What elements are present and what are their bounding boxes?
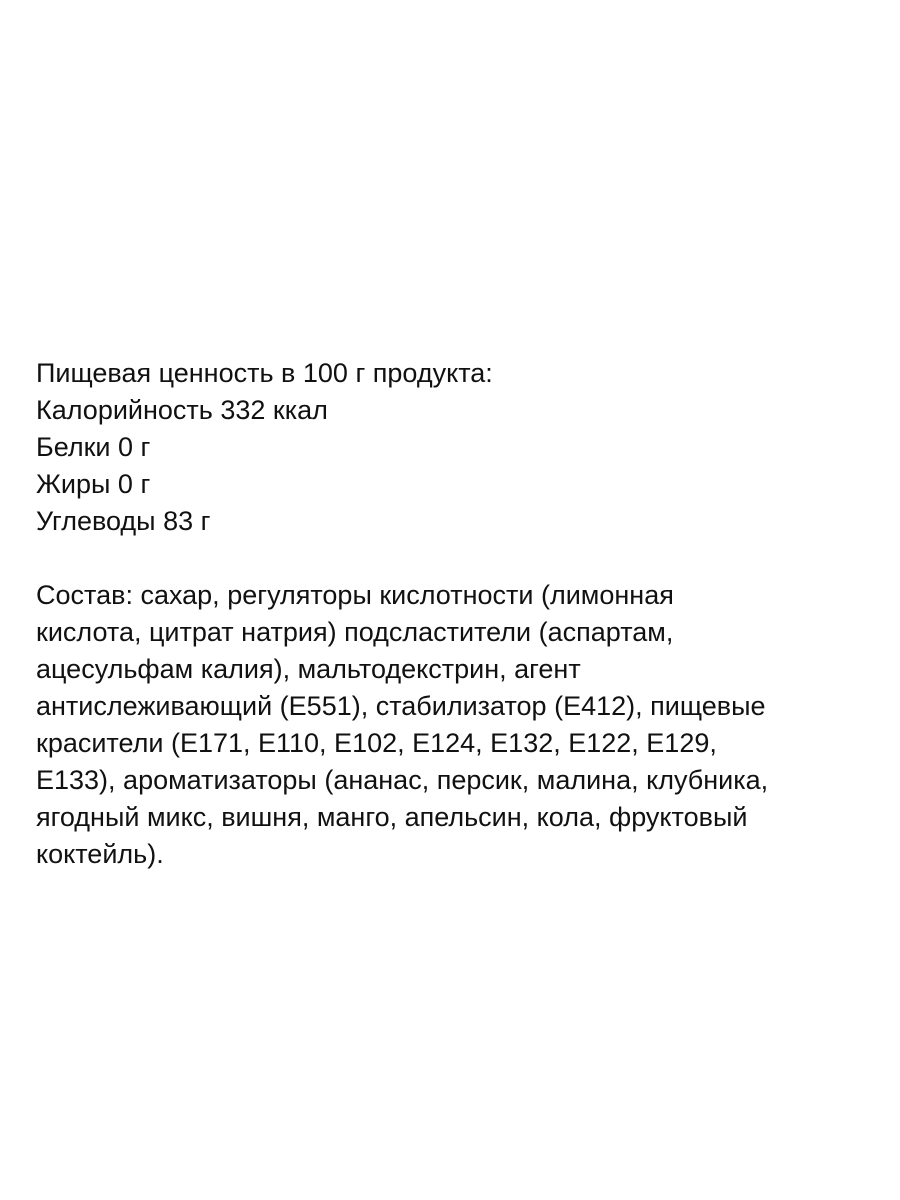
product-info-document — [36, 355, 886, 873]
fat-line: Жиры 0 г — [36, 469, 151, 499]
calories-line: Калорийность 332 ккал — [36, 395, 328, 425]
ingredients-line: Е133), ароматизаторы (ананас, персик, малина, клубника, — [36, 765, 769, 795]
protein-line: Белки 0 г — [36, 432, 151, 462]
nutrition-facts-block — [36, 355, 886, 540]
carbohydrates-line: Углеводы 83 г — [36, 506, 211, 536]
ingredients-line: ацесульфам калия), мальтодекстрин, агент — [36, 654, 581, 684]
ingredients-block — [36, 577, 886, 873]
ingredients-line: Состав: сахар, регуляторы кислотности (лимонная — [36, 580, 674, 610]
nutrition-heading: Пищевая ценность в 100 г продукта: — [36, 358, 493, 388]
ingredients-line: кислота, цитрат натрия) подсластители (аспартам, — [36, 617, 674, 647]
ingredients-line: красители (Е171, Е110, Е102, Е124, Е132, Е122, Е129, — [36, 728, 717, 758]
ingredients-line: коктейль). — [36, 839, 164, 869]
ingredients-line: ягодный микс, вишня, манго, апельсин, кола, фруктовый — [36, 802, 748, 832]
ingredients-line: антислеживающий (Е551), стабилизатор (Е412), пищевые — [36, 691, 766, 721]
